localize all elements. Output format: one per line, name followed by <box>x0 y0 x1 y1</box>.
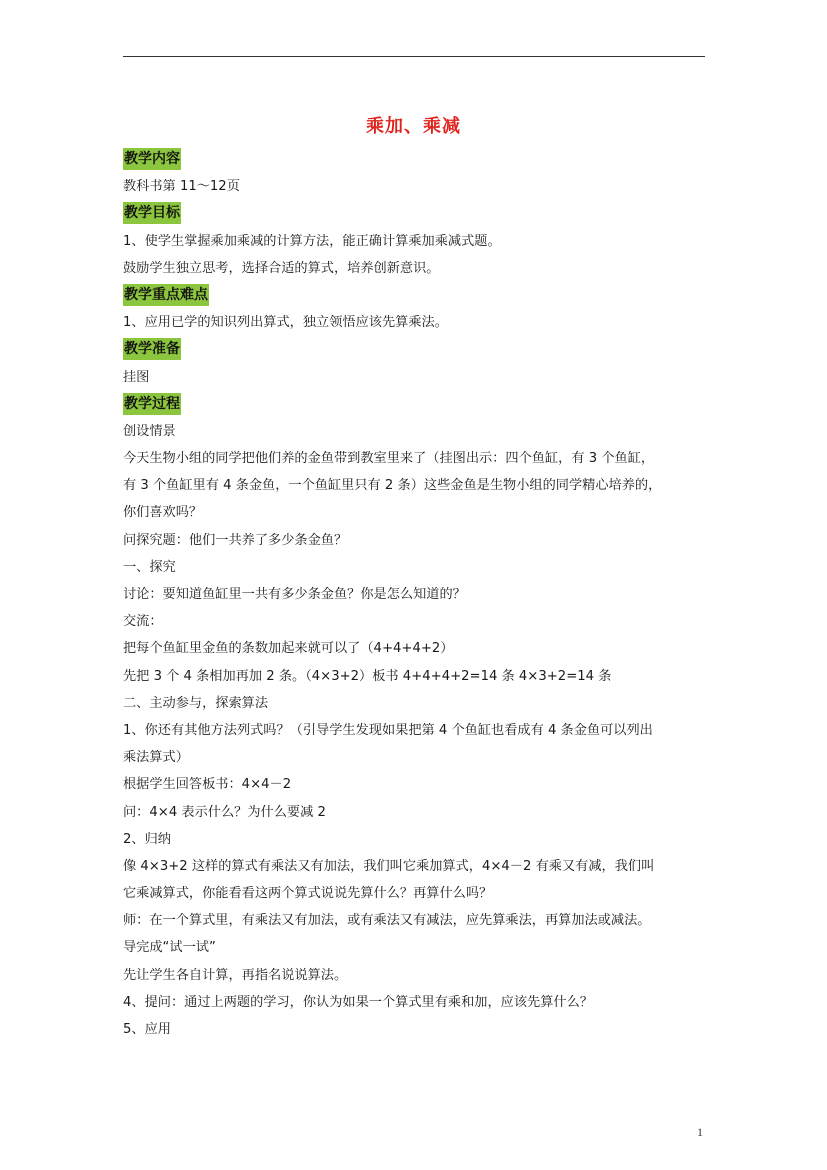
section-heading-preparation: 教学准备 <box>123 336 713 363</box>
process-line: 问探究题：他们一共养了多少条金鱼？ <box>123 532 348 548</box>
page-number: 1 <box>697 1125 703 1139</box>
process-line: 5、应用 <box>123 1022 171 1037</box>
goal-line: 鼓励学生独立思考，选择合适的算式，培养创新意识。 <box>123 260 440 276</box>
process-line: 导完成“试一试” <box>123 940 216 956</box>
header-rule <box>123 56 705 57</box>
process-line: 有 3 个鱼缸里有 4 条金鱼，一个鱼缸里只有 2 条）这些金鱼是生物小组的同学精心培养的， <box>123 478 662 494</box>
goal-line: 1、使学生掌握乘加乘减的计算方法，能正确计算乘加乘减式题。 <box>123 233 501 249</box>
process-line: 今天生物小组的同学把他们养的金鱼带到教室里来了（挂图出示：四个鱼缸，有 3 个鱼缸， <box>123 451 655 467</box>
process-line: 像 4×3+2 这样的算式有乘法又有加法，我们叫它乘加算式，4×4－2 有乘又有减，我们叫 <box>123 858 655 874</box>
process-line: 讨论：要知道鱼缸里一共有多少条金鱼？你是怎么知道的？ <box>123 587 466 602</box>
process-line: 它乘减算式，你能看看这两个算式说说先算什么？再算什么吗？ <box>123 886 493 902</box>
process-line: 先把 3 个 4 条相加再加 2 条。（4×3+2）板书 4+4+4+2=14 条 4×3+2=14 条 <box>123 668 612 684</box>
section-heading-key-points: 教学重点难点 <box>123 282 713 309</box>
process-line: 根据学生回答板书：4×4－2 <box>123 777 292 793</box>
content-text: 教科书第 11～12页 <box>123 179 240 195</box>
process-line: 把每个鱼缸里金鱼的条数加起来就可以了（4+4+4+2） <box>123 641 454 657</box>
preparation-text: 挂图 <box>123 369 150 385</box>
document-body <box>123 146 713 1043</box>
document-title: 乘加、乘减 <box>366 116 461 137</box>
process-line: 问：4×4 表示什么？为什么要减 2 <box>123 804 326 820</box>
key-point-line: 1、应用已学的知识列出算式，独立领悟应该先算乘法。 <box>123 315 448 331</box>
process-line: 一、探究 <box>123 559 176 575</box>
process-line: 交流： <box>123 614 163 630</box>
section-heading-content: 教学内容 <box>123 146 713 173</box>
process-line: 师：在一个算式里，有乘法又有加法，或有乘法又有减法，应先算乘法，再算加法或减法。 <box>123 913 651 929</box>
section-heading-goals: 教学目标 <box>123 200 713 227</box>
process-line: 先让学生各自计算，再指名说说算法。 <box>123 967 348 983</box>
process-line: 乘法算式） <box>123 750 189 766</box>
process-line: 2、归纳 <box>123 831 171 847</box>
section-heading-process: 教学过程 <box>123 391 713 418</box>
process-line: 1、你还有其他方法列式吗？（引导学生发现如果把第 4 个鱼缸也看成有 4 条金鱼可以列出 <box>123 722 653 738</box>
process-line: 创设情景 <box>123 423 176 439</box>
process-line: 你们喜欢吗？ <box>123 505 203 521</box>
process-line: 二、主动参与，探索算法 <box>123 695 269 711</box>
process-line: 4、提问：通过上两题的学习，你认为如果一个算式里有乘和加，应该先算什么？ <box>123 994 593 1010</box>
